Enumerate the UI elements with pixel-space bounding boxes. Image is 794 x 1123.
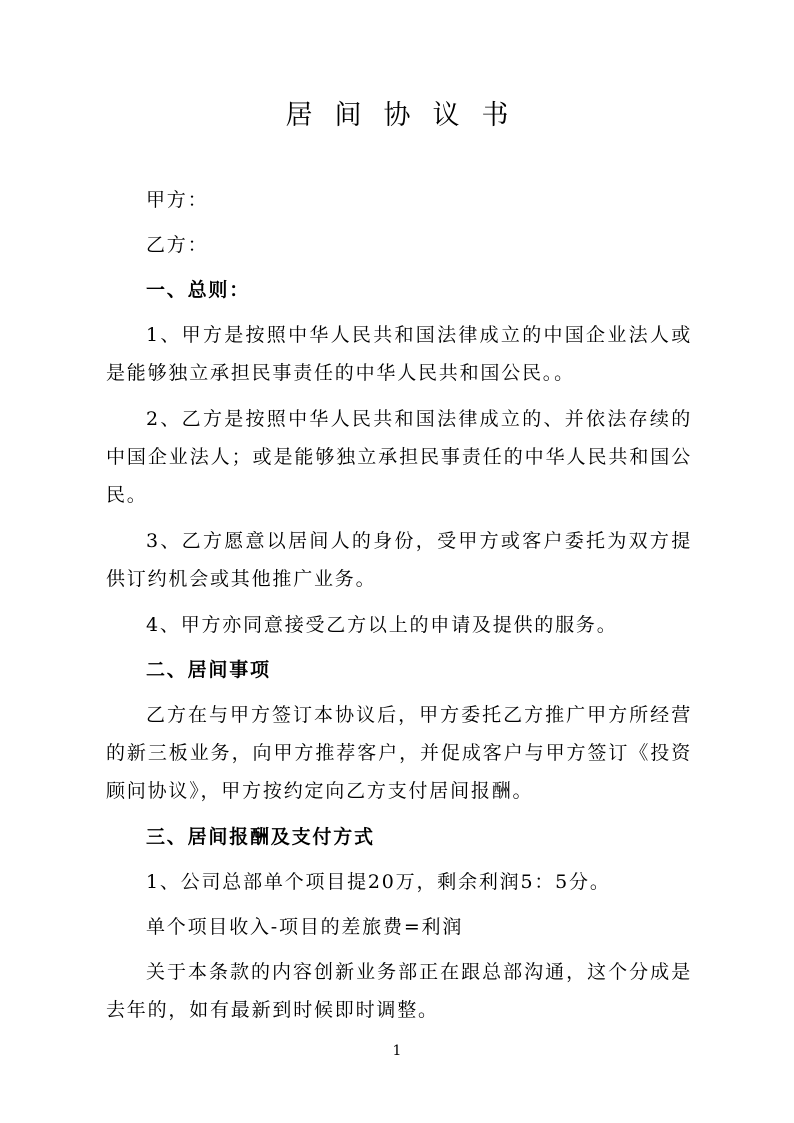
section1-item3: 3、乙方愿意以居间人的身份，受甲方或客户委托为双方提供订约机会或其他推广业务。 [106,530,692,590]
section3-heading: 三、居间报酬及支付方式 [146,826,375,848]
document-title: 居间协议书 [285,100,531,131]
party-a-line: 甲方： [146,189,209,211]
section2-heading: 二、居间事项 [146,659,271,681]
section3-note: 关于本条款的内容创新业务部正在跟总部沟通，这个分成是去年的，如有最新到时候即时调整。 [106,961,692,1021]
section3-item1: 1、公司总部单个项目提20万，剩余利润5：5分。 [146,871,611,893]
section1-item4: 4、甲方亦同意接受乙方以上的申请及提供的服务。 [146,614,618,636]
page-number: 1 [392,1043,402,1059]
section1-heading: 一、总则： [146,279,251,301]
party-b-line: 乙方： [146,234,209,256]
section1-item2: 2、乙方是按照中华人民共和国法律成立的、并依法存续的中国企业法人；或是能够独立承担民事责任的中华人民共和国公民。 [106,408,692,506]
section2-body: 乙方在与甲方签订本协议后，甲方委托乙方推广甲方所经营的新三板业务，向甲方推荐客户，并促成客户与甲方签订《投资顾问协议》，甲方按约定向乙方支付居间报酬。 [106,704,692,802]
section1-item1: 1、甲方是按照中华人民共和国法律成立的中国企业法人或是能够独立承担民事责任的中华人民共和国公民。。 [106,324,692,384]
section3-formula: 单个项目收入-项目的差旅费=利润 [146,916,464,938]
document-body [106,181,692,1037]
